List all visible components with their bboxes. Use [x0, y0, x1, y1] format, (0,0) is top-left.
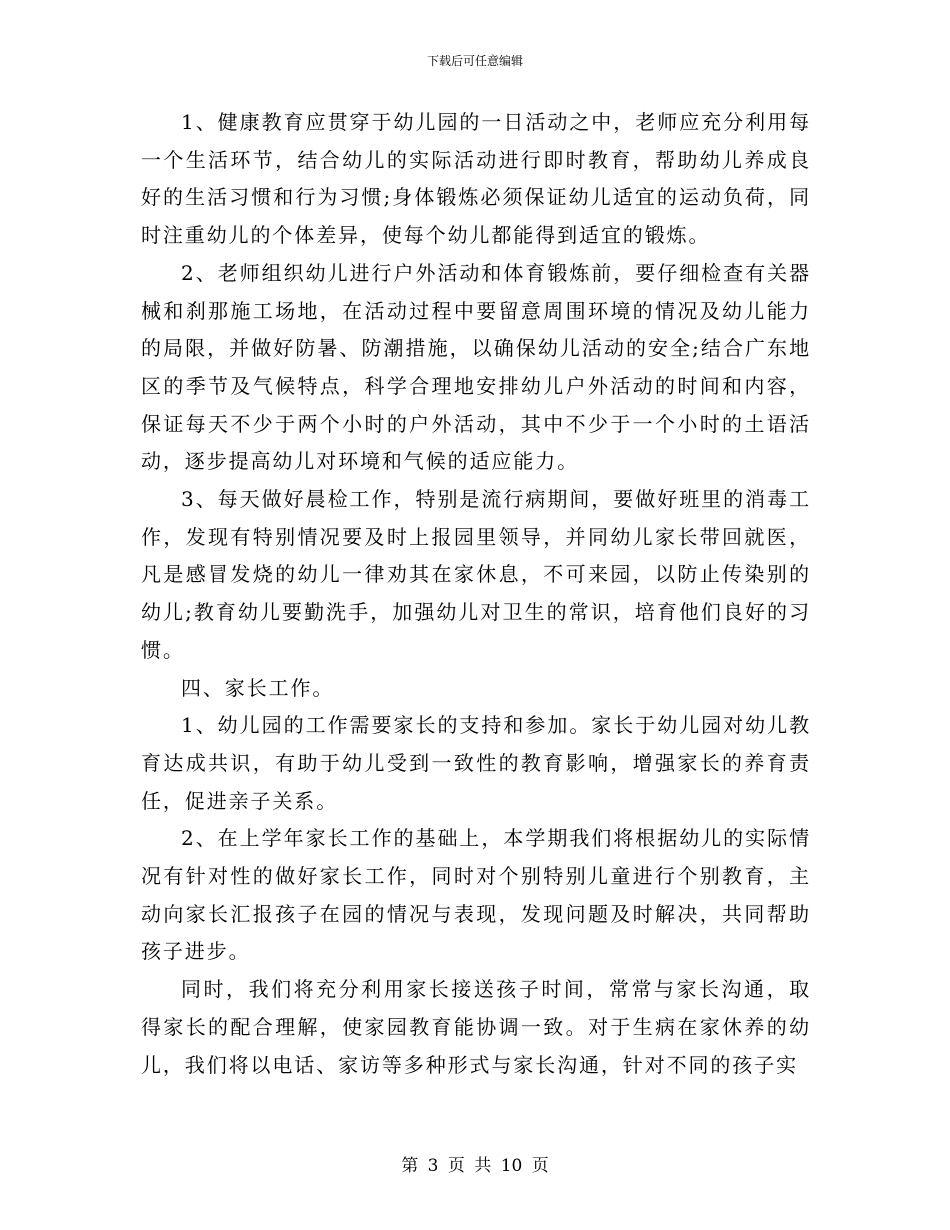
paragraph-parent-support: 1、幼儿园的工作需要家长的支持和参加。家长于幼儿园对幼儿教育达成共识，有助于幼儿受到一致性的教育影响，增强家长的养育责任，促进亲子关系。	[141, 713, 811, 813]
page-header: 下载后可任意编辑	[426, 54, 523, 68]
paragraph-communication: 同时，我们将充分利用家长接送孩子时间，常常与家长沟通，取得家长的配合理解，使家园教育能协调一致。对于生病在家休养的幼儿，我们将以电话、家访等多种形式与家长沟通，针对不同的孩子实	[141, 977, 811, 1077]
paragraph-health-education: 1、健康教育应贯穿于幼儿园的一日活动之中，老师应充分利用每一个生活环节，结合幼儿的实际活动进行即时教育，帮助幼儿养成良好的生活习惯和行为习惯;身体锻炼必须保证幼儿适宜的运动负荷，同时注重幼儿的个体差异，使每个幼儿都能得到适宜的锻炼。	[141, 110, 811, 248]
paragraph-parent-work-plan: 2、在上学年家长工作的基础上，本学期我们将根据幼儿的实际情况有针对性的做好家长工作，同时对个别特别儿童进行个别教育，主动向家长汇报孩子在园的情况与表现，发现问题及时解决，共同帮助孩子进步。	[141, 826, 811, 964]
document-body	[141, 104, 811, 1084]
section-heading-parent-work: 四、家长工作。	[181, 675, 335, 700]
paragraph-morning-check: 3、每天做好晨检工作，特别是流行病期间，要做好班里的消毒工作，发现有特别情况要及时上报园里领导，并同幼儿家长带回就医，凡是感冒发烧的幼儿一律劝其在家休息，不可来园，以防止传染别的幼儿;教育幼儿要勤洗手，加强幼儿对卫生的常识，培育他们良好的习惯。	[141, 487, 811, 662]
page-footer-page-number: 第 3 页 共 10 页	[401, 1156, 549, 1176]
paragraph-outdoor-activity: 2、老师组织幼儿进行户外活动和体育锻炼前，要仔细检查有关器械和刹那施工场地，在活动过程中要留意周围环境的情况及幼儿能力的局限，并做好防暑、防潮措施，以确保幼儿活动的安全;结合广东地区的季节及气候特点，科学合理地安排幼儿户外活动的时间和内容，保证每天不少于两个小时的户外活动，其中不少于一个小时的土语活动，逐步提高幼儿对环境和气候的适应能力。	[141, 260, 811, 474]
